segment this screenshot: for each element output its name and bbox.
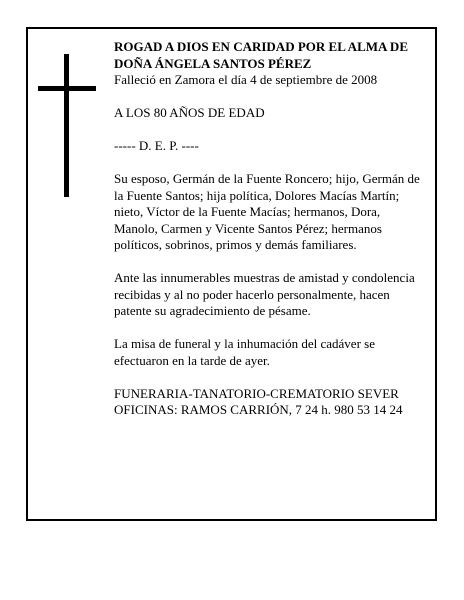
funeral-home-name: FUNERARIA-TANATORIO-CREMATORIO SEVER (114, 385, 399, 401)
dep-line: ----- D. E. P. ---- (114, 138, 199, 153)
deceased-name: DOÑA ÁNGELA SANTOS PÉREZ (114, 55, 312, 71)
cross-icon (38, 54, 96, 197)
family-paragraph: Su esposo, Germán de la Fuente Roncero; hijo, Germán de la Fuente Santos; hija política, Dolores Macías Martín; nieto, Víctor de la Fuente Macías; hermanos, Dora, Manolo, Carmen y Vicente Santos Pérez; hermanos políticos, sobrinos, primos y demás familiares. (114, 171, 420, 252)
age-line: A LOS 80 AÑOS DE EDAD (114, 105, 265, 120)
offices-contact: OFICINAS: RAMOS CARRIÓN, 7 24 h. 980 53 14 24 (114, 402, 403, 417)
prayer-heading: ROGAD A DIOS EN CARIDAD POR EL ALMA DE (114, 39, 408, 54)
mass-paragraph: La misa de funeral y la inhumación del cadáver se efectuaron en la tarde de ayer. (114, 336, 375, 368)
obituary-text (114, 39, 426, 419)
thanks-paragraph: Ante las innumerables muestras de amistad y condolencia recibidas y al no poder hacerlo personalmente, hacen patente su agradecimiento de pésame. (114, 270, 415, 318)
death-notice: Falleció en Zamora el día 4 de septiembre de 2008 (114, 72, 378, 87)
